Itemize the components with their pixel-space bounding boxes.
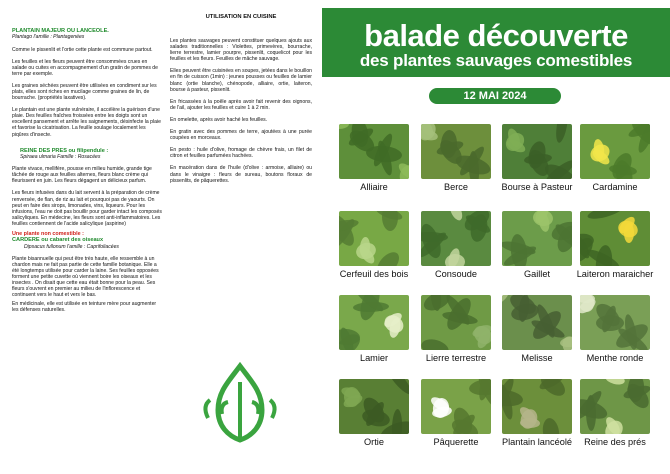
plant-photo — [502, 211, 572, 266]
plant-name: Bourse à Pasteur — [501, 182, 573, 192]
plant-name: Melisse — [521, 353, 553, 363]
plant-photo — [580, 211, 650, 266]
plant-card — [580, 295, 650, 364]
column-left — [12, 0, 162, 474]
plant-card — [421, 295, 491, 364]
plant-photo — [421, 295, 491, 350]
plant-photo — [502, 124, 572, 179]
plant-card — [502, 379, 572, 448]
page-title: balade découverte — [364, 18, 628, 53]
section-title-plantain: PLANTAIN MAJEUR OU LANCEOLE. — [12, 28, 109, 34]
plant-card — [580, 124, 650, 193]
latin-name-reine-des-pres: Spiraea ulmaria Famille : Rosacées — [20, 154, 101, 161]
paragraph: Le plantain est une plante vulnéraire, il accélère la guérison d'une plaie. Des feuilles fraîches froissées entre les doigts sont un excellent pansement et arrête les saignements, désinfecte la plaie et favorise la cicatrisation. La feuille soulage localement les piqûres d'insecte. — [12, 107, 161, 138]
paragraph: En omelette, après avoir haché les feuilles. — [170, 116, 268, 123]
paragraph: En pesto : huile d'olive, fromage de chèvre frais, un filet de citron et feuilles parfumées hachées. — [170, 147, 312, 160]
section-title-reine-des-pres: REINE DES PRES ou filipendule : — [20, 147, 109, 154]
plant-card — [421, 379, 491, 448]
plant-name: Lamier — [359, 353, 389, 363]
plant-photo — [339, 124, 409, 179]
plant-photo — [339, 379, 409, 434]
plant-photo — [339, 295, 409, 350]
paragraph: Plante vivace, mellifère, pousse en milieu humide, grande tige tâchée de rouge aux feuilles alternes, fleurs blanc crème qui fleurissent en juin. Les fleurs dégagent un délicieux parfum. — [12, 166, 152, 185]
plant-name: Pâquerette — [433, 437, 479, 447]
plant-card — [502, 295, 572, 364]
plant-name: Menthe ronde — [586, 353, 644, 363]
plant-card — [576, 211, 654, 280]
plant-photo — [421, 211, 491, 266]
plant-name: Laiteron maraicher — [576, 269, 654, 279]
plant-card — [421, 211, 491, 280]
plant-name: Ortie — [364, 437, 384, 447]
cane-logo — [198, 362, 282, 444]
plant-name: Cardamine — [592, 182, 638, 192]
paragraph: En macération dans de l'huile (d'olive : armoise, alliaire) ou dans le vinaigre : fleurs de sureau, boutons floraux de pissenlits, de pâquerettes. — [170, 165, 312, 184]
latin-name-cardere: Dipsacus fullonum l'amille : Caprifoliacées — [24, 243, 119, 250]
plant-card — [421, 124, 491, 193]
column-right — [322, 0, 670, 474]
plant-photo — [502, 295, 572, 350]
plant-name: Gaillet — [523, 269, 551, 279]
plant-card — [502, 211, 572, 280]
paragraph: Les plantes sauvages peuvent constituer quelques ajouts aux salades traditionnelles : Violettes, primevères, bourrache, lierre terrestre, lamier pourpre, pissenlit, coquelicot pour les feuilles et les fleurs. Feuilles de mâche sauvage. — [170, 38, 312, 63]
paragraph: Plante bisannuelle qui peut être très haute, elle ressemble à un chardon mais ne fait pas partie de cette famille botanique. Elle a été longtemps utilisée pour carder la laine. Ses feuilles opposées forment une petite cuvette où viennent boire les oiseaux et les insectes . On disait que cette eau était bonne pour la peau. Ses fleurs s'ouvrent en premier au milieu de l'inflorescence et continuent vers le haut et vers le bas. — [12, 255, 159, 299]
plant-card — [502, 124, 572, 193]
plant-card — [339, 124, 409, 193]
latin-name-plantain: Plantago l'amille : Plantagenées — [12, 34, 85, 41]
plant-card — [339, 295, 409, 364]
plant-card — [580, 379, 650, 448]
plant-name: Lierre terrestre — [425, 353, 487, 363]
plant-name: Cerfeuil des bois — [339, 269, 409, 279]
plant-name: Reine des prés — [584, 437, 646, 447]
plant-photo — [580, 379, 650, 434]
paragraph: Les feuilles et les fleurs peuvent être consommées crues en salade ou cuites en accompagnement d'un gratin de pommes de terre par exemple. — [12, 58, 158, 77]
paragraph: En médicinale, elle est utilisée en teinture mère pour augmenter les défenses naturelles. — [12, 301, 157, 314]
warning-label: Une plante non comestible : — [12, 230, 84, 237]
plant-card — [339, 211, 409, 280]
plant-photo — [502, 379, 572, 434]
paragraph: Comme le pissenlit et l'ortie cette plante est commune partout. — [12, 46, 153, 53]
paragraph: Les fleurs infusées dans du lait servent à la préparation de crème renversée, de flan, de riz au lait et pourquoi pas de yaourts. On peut en faire des sirops, limonades, vins, liqueurs. Pour les infusions, l'eau ne doit pas bouillir pour garder intact les composés salicyliques. En médecine, les fleurs sont anti-inflammatoires. Les feuilles contiennent de l'acide salicylique (aspirine) — [12, 190, 162, 227]
header-banner — [322, 8, 670, 77]
plant-photo — [580, 295, 650, 350]
plant-photo — [421, 379, 491, 434]
page-subtitle: des plantes sauvages comestibles — [359, 51, 633, 70]
plant-photo — [421, 124, 491, 179]
cuisine-title: UTILISATION EN CUISINE — [205, 14, 277, 20]
plant-photo — [580, 124, 650, 179]
paragraph: En fricassées à la poêle après avoir fait revenir des oignons, de l'ail, ajouter les feuilles et cuire 1 à 2 min. — [170, 98, 312, 111]
paragraph: En gratin avec des pommes de terre, ajoutées à une purée coupées en morceaux. — [170, 129, 312, 142]
plant-name: Consoude — [435, 269, 477, 279]
paragraph: Elles peuvent être cuisinées en soupes, jetées dans le bouillon en fin de cuisson (1min) : jeunes pousses ou feuilles de lamier blanc (ortie blanche), chénopode, alliaire, ortie, laiteron, bourse à pasteur, pissenlit. — [170, 68, 312, 93]
plant-card — [339, 379, 409, 448]
section-title-cardere: CARDERE ou cabaret des oiseaux — [12, 237, 104, 244]
paragraph: Les graines séchées peuvent être utilisées en condiment sur les plats, elles sont riches en mucilage comme graines de lin, de bourrache. (propriétés laxatives). — [12, 82, 157, 102]
plant-name: Alliaire — [360, 182, 388, 192]
plant-photo — [339, 211, 409, 266]
plant-name: Berce — [443, 182, 468, 192]
plant-name: Plantain lancéolé — [502, 437, 572, 447]
date-badge: 12 MAI 2024 — [429, 88, 561, 104]
